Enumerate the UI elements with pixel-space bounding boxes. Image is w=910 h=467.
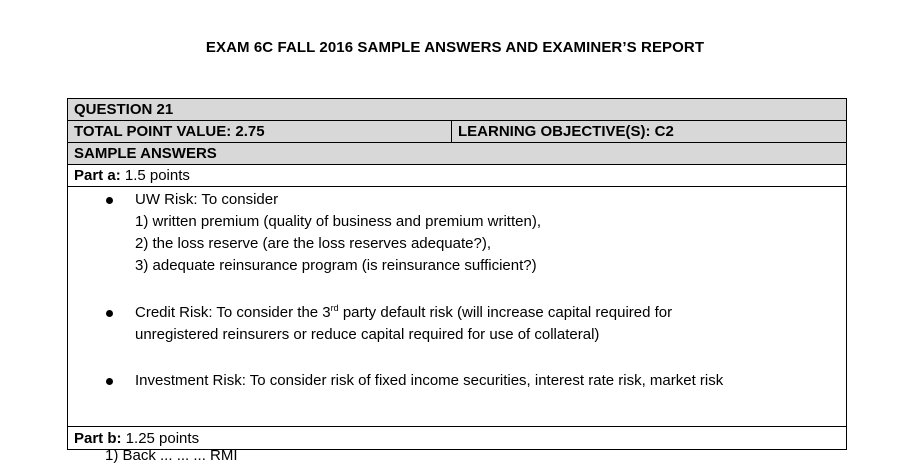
bullet-line: Investment Risk: To consider risk of fixed income securities, interest rate risk, market risk — [135, 372, 724, 389]
bullet-text — [135, 189, 836, 277]
part-b-answer-cut-off: 1) Back ... ... ... RMI — [105, 447, 238, 464]
document-title: EXAM 6C FALL 2016 SAMPLE ANSWERS AND EXAMINER’S REPORT — [205, 39, 705, 56]
points-objectives-row — [68, 121, 846, 143]
text-segment: party default risk (will increase capital required for — [338, 304, 673, 321]
bullet-dot-icon — [106, 310, 113, 317]
part-a-label: Part a: — [74, 167, 121, 184]
text-segment: Credit Risk: To consider the 3 — [135, 304, 331, 321]
question-row — [68, 99, 846, 121]
bullet-line: 3) adequate reinsurance program (is reinsurance sufficient?) — [135, 257, 537, 274]
part-b-label: Part b: — [74, 430, 122, 447]
total-point-value-cell — [68, 121, 452, 142]
question-label: QUESTION 21 — [74, 101, 174, 118]
bullet-dot-icon — [106, 197, 113, 204]
part-a-answer-cell — [68, 187, 846, 427]
superscript: rd — [330, 303, 339, 313]
bullet-line: UW Risk: To consider — [135, 191, 279, 208]
bullet-text — [135, 302, 836, 346]
part-a-row — [68, 165, 846, 187]
bullet-line: unregistered reinsurers or reduce capital required for use of collateral) — [135, 326, 600, 343]
exam-question-table — [67, 98, 847, 450]
learning-objectives: LEARNING OBJECTIVE(S): C2 — [458, 123, 674, 140]
bullet-line: 2) the loss reserve (are the loss reserves adequate?), — [135, 235, 492, 252]
bullet-line: 1) written premium (quality of business and premium written), — [135, 213, 541, 230]
bullet-line — [135, 302, 836, 324]
part-b-points: 1.25 points — [121, 430, 200, 447]
bullet-text — [135, 370, 836, 392]
learning-objectives-cell — [452, 121, 846, 142]
sample-answers-row — [68, 143, 846, 165]
part-a-points: 1.5 points — [120, 167, 190, 184]
total-point-value: TOTAL POINT VALUE: 2.75 — [74, 123, 265, 140]
bullet-dot-icon — [106, 378, 113, 385]
sample-answers-heading: SAMPLE ANSWERS — [74, 145, 217, 162]
